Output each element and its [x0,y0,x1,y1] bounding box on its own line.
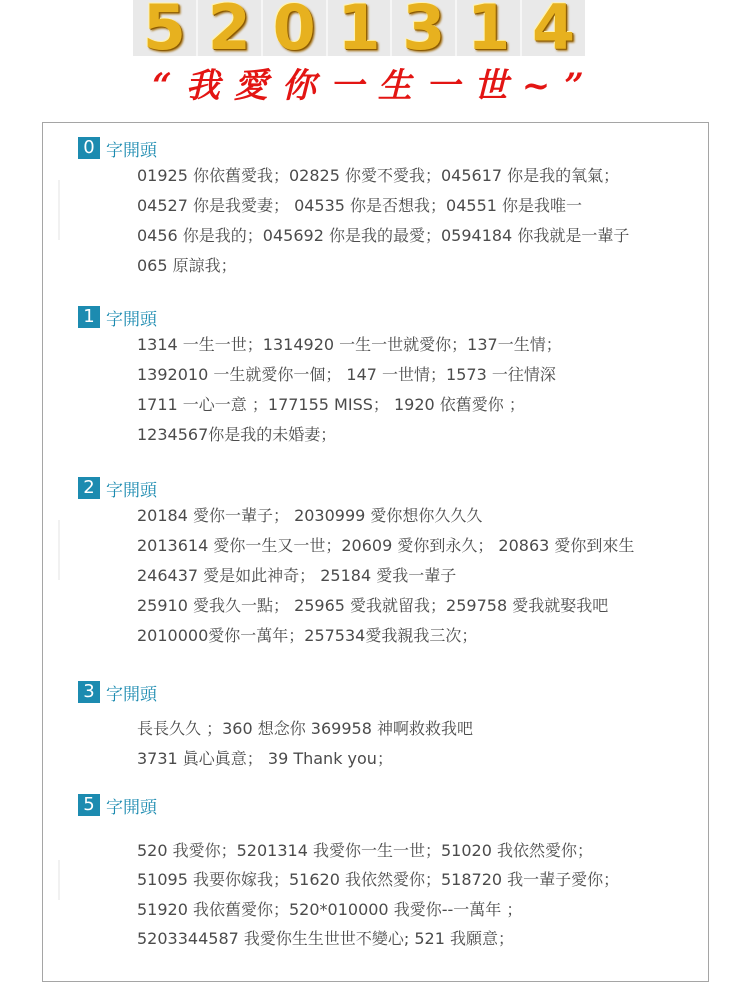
code-line: 20184 愛你一輩子； 2030999 愛你想你久久久 [137,506,483,525]
balloon-digit: 0 [272,0,316,56]
balloon-digit: 1 [467,0,511,56]
code-line: 520 我愛你；5201314 我愛你一生一世；51020 我依然愛你； [137,841,593,860]
balloon-digit: 5 [142,0,186,56]
code-line: 2013614 愛你一生又一世；20609 愛你到永久； 20863 愛你到來生 [137,536,635,555]
section-header-1 [78,305,157,329]
balloon-digit: 2 [207,0,251,56]
balloon-cell [263,0,328,56]
decorative-divider [58,860,60,900]
code-line: 246437 愛是如此神奇； 25184 愛我一輩子 [137,566,457,585]
slogan-heading: “我愛你一生一世~” [152,66,598,106]
code-line: 1711 一心一意 ；177155 MISS； 1920 依舊愛你 ； [137,395,525,414]
section-header-0 [78,136,157,160]
section-header-2 [78,476,157,500]
section-header-3 [78,680,157,704]
balloon-cell [457,0,522,56]
section-title: 字開頭 [106,140,157,161]
section-title: 字開頭 [106,309,157,330]
code-line: 5203344587 我愛你生生世世不變心; 521 我願意； [137,929,514,948]
section-header-5 [78,793,157,817]
code-line: 065 原諒我； [137,256,237,275]
code-line: 1234567你是我的未婚妻； [137,425,337,444]
balloon-cell [133,0,198,56]
balloon-digit: 4 [532,0,576,56]
balloon-number-banner [133,0,585,56]
code-line: 01925 你依舊愛我；02825 你愛不愛我；045617 你是我的氧氣； [137,166,620,185]
code-line: 51920 我依舊愛你；520*010000 我愛你--一萬年 ； [137,900,523,919]
section-digit-badge: 1 [78,306,100,328]
balloon-cell [198,0,263,56]
balloon-cell [392,0,457,56]
code-line: 1314 一生一世；1314920 一生一世就愛你；137一生情； [137,335,562,354]
decorative-divider [58,180,60,240]
section-title: 字開頭 [106,797,157,818]
balloon-digit: 3 [402,0,446,56]
code-line: 1392010 一生就愛你一個； 147 一世情；1573 一往情深 [137,365,556,384]
decorative-divider [58,520,60,580]
balloon-cell [522,0,585,56]
section-title: 字開頭 [106,480,157,501]
code-line: 25910 愛我久一點； 25965 愛我就留我；259758 愛我就娶我吧 [137,596,609,615]
section-digit-badge: 3 [78,681,100,703]
balloon-digit: 1 [337,0,381,56]
section-digit-badge: 0 [78,137,100,159]
section-digit-badge: 5 [78,794,100,816]
code-line: 長長久久 ；360 想念你 369958 神啊救救我吧 [137,719,473,738]
code-line: 04527 你是我愛妻； 04535 你是否想我；04551 你是我唯一 [137,196,583,215]
section-title: 字開頭 [106,684,157,705]
balloon-cell [328,0,393,56]
section-digit-badge: 2 [78,477,100,499]
code-line: 2010000愛你一萬年；257534愛我親我三次； [137,626,478,645]
code-line: 0456 你是我的；045692 你是我的最愛；0594184 你我就是一輩子 [137,226,630,245]
code-line: 51095 我要你嫁我；51620 我依然愛你；518720 我一輩子愛你； [137,870,620,889]
code-line: 3731 眞心眞意； 39 Thank you； [137,749,393,768]
